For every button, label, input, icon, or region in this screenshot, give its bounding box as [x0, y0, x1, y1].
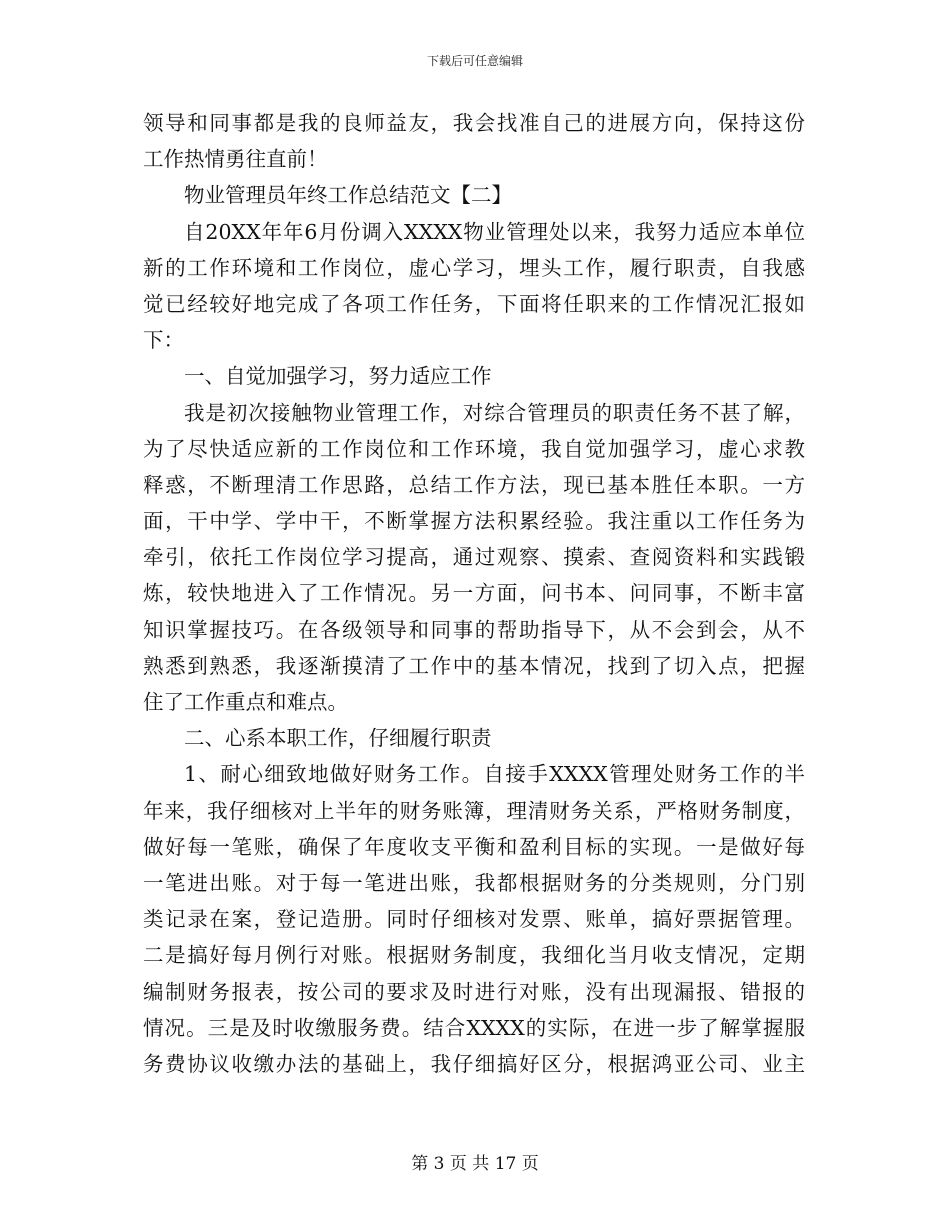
- section-heading: 二、心系本职工作，仔细履行职责: [184, 726, 492, 751]
- section-heading: 一、自觉加强学习，努力适应工作: [184, 364, 492, 389]
- text-line: 年来，我仔细核对上半年的财务账簿，理清财务关系，严格财务制度，: [143, 798, 805, 823]
- text-line: 释惑，不断理清工作思路，总结工作方法，现已基本胜任本职。一方: [143, 472, 805, 497]
- text-line: 领导和同事都是我的良师益友，我会找准自己的进展方向，保持这份: [143, 111, 805, 135]
- text-line: 牵引，依托工作岗位学习提高，通过观察、摸索、查阅资料和实践锻: [143, 545, 805, 570]
- text-line: 做好每一笔账，确保了年度收支平衡和盈利目标的实现。一是做好每: [143, 834, 805, 859]
- text-line: 编制财务报表，按公司的要求及时进行对账，没有出现漏报、错报的: [143, 979, 805, 1004]
- text-line: 一笔进出账。对于每一笔进出账，我都根据财务的分类规则，分门别: [143, 870, 805, 895]
- text-line: 我是初次接触物业管理工作，对综合管理员的职责任务不甚了解，: [184, 400, 805, 425]
- text-line: 炼，较快地进入了工作情况。另一方面，问书本、问同事，不断丰富: [143, 581, 805, 606]
- text-line: 情况。三是及时收缴服务费。结合XXXX的实际，在进一步了解掌握服: [143, 1015, 805, 1040]
- text-line: 下：: [143, 328, 184, 353]
- text-line: 自20XX年年6月份调入XXXX物业管理处以来，我努力适应本单位: [184, 219, 805, 244]
- text-line: 新的工作环境和工作岗位，虚心学习，埋头工作，履行职责，自我感: [143, 255, 805, 280]
- text-line: 面，干中学、学中干，不断掌握方法积累经验。我注重以工作任务为: [143, 509, 805, 534]
- text-line: 务费协议收缴办法的基础上，我仔细搞好区分，根据鸿亚公司、业主: [143, 1051, 805, 1076]
- text-line: 知识掌握技巧。在各级领导和同事的帮助指导下，从不会到会，从不: [143, 617, 805, 642]
- text-line: 二是搞好每月例行对账。根据财务制度，我细化当月收支情况，定期: [143, 943, 805, 968]
- text-line: 熟悉到熟悉，我逐渐摸清了工作中的基本情况，找到了切入点，把握: [143, 653, 805, 678]
- page-number: 第 3 页 共 17 页: [411, 1154, 539, 1174]
- section-title: 物业管理员年终工作总结范文【二】: [184, 183, 512, 208]
- text-line: 为了尽快适应新的工作岗位和工作环境，我自觉加强学习，虚心求教: [143, 436, 805, 461]
- text-line: 住了工作重点和难点。: [143, 690, 348, 714]
- page-header-note: 下载后可任意编辑: [426, 54, 523, 68]
- text-line: 觉已经较好地完成了各项工作任务，下面将任职来的工作情况汇报如: [143, 291, 805, 316]
- document-body: [143, 105, 805, 1082]
- text-line: 工作热情勇往直前！: [143, 147, 328, 172]
- text-line: 1、耐心细致地做好财务工作。自接手XXXX管理处财务工作的半: [184, 762, 805, 787]
- text-line: 类记录在案，登记造册。同时仔细核对发票、账单，搞好票据管理。: [143, 907, 805, 932]
